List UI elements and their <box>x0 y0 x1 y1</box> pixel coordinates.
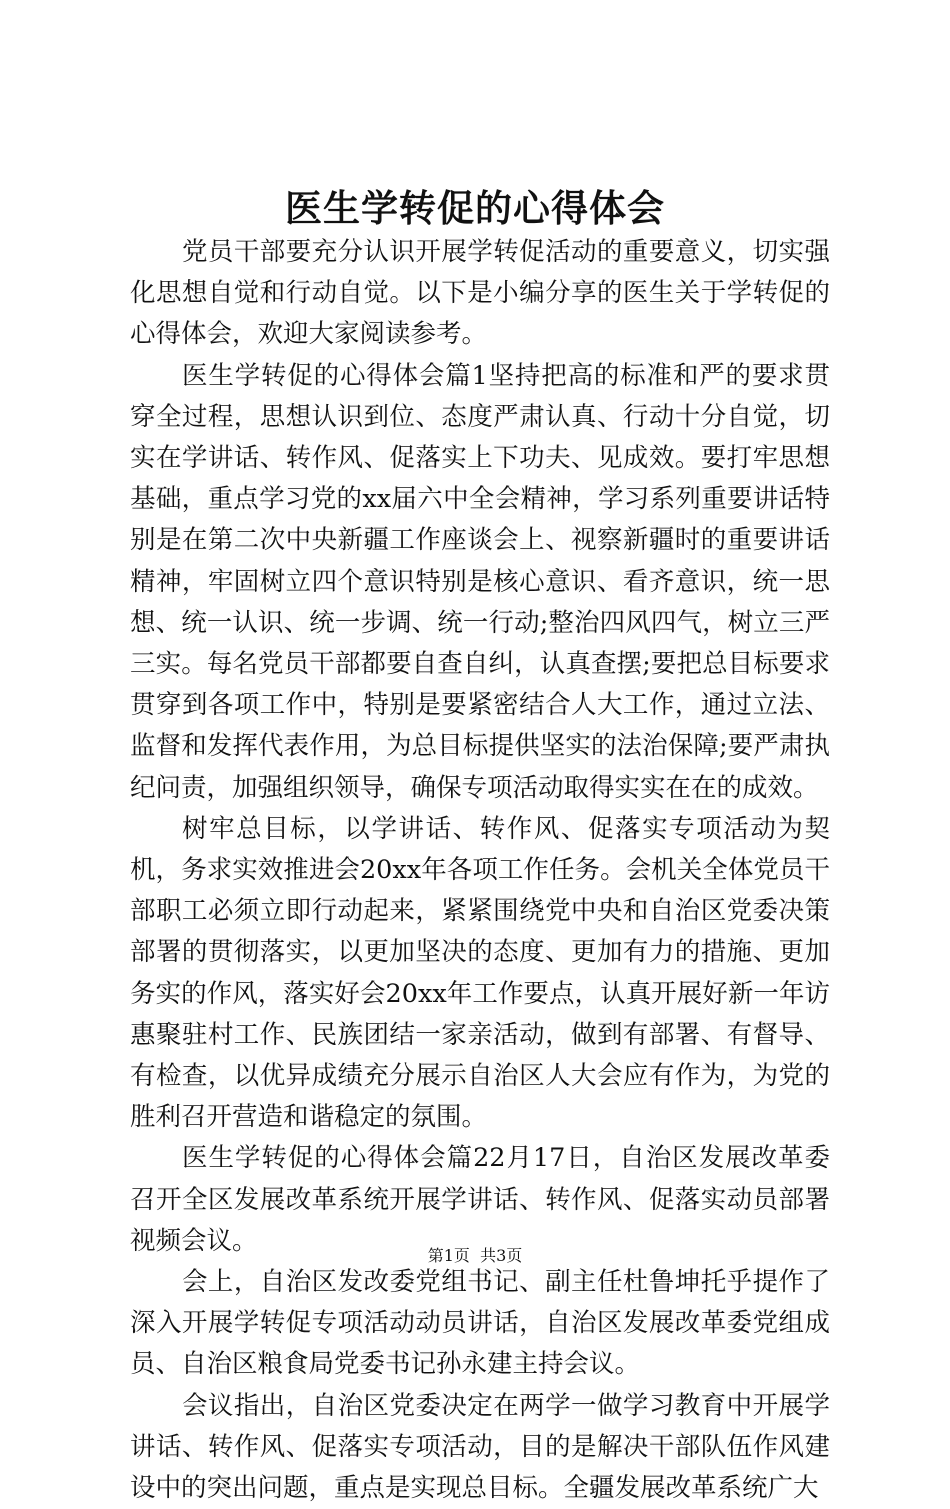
page-number: 第1页 <box>427 1246 470 1265</box>
paragraph-conclusion: 会议指出，自治区党委决定在两学一做学习教育中开展学讲话、转作风、促落实专项活动，目的是解决干部队伍作风建设中的突出问题，重点是实现总目标。全疆发展改革系统广大 <box>130 1390 830 1504</box>
page-footer <box>0 1244 950 1268</box>
page-title: 医生学转促的心得体会 <box>285 186 665 230</box>
paragraph-meeting: 会上，自治区发改委党组书记、副主任杜鲁坤托乎提作了深入开展学转促专项活动动员讲话，自治区发展改革委党组成员、自治区粮食局党委书记孙永建主持会议。 <box>130 1267 830 1380</box>
document-body <box>130 232 830 1509</box>
paragraph-intro: 党员干部要充分认识开展学转促活动的重要意义，切实强化思想自觉和行动自觉。以下是小编分享的医生关于学转促的心得体会，欢迎大家阅读参考。 <box>130 237 830 350</box>
paragraph-article-2: 医生学转促的心得体会篇22月17日，自治区发展改革委召开全区发展改革系统开展学讲话、转作风、促落实动员部署视频会议。 <box>130 1143 830 1256</box>
page-total: 共3页 <box>480 1246 523 1265</box>
paragraph-goal: 树牢总目标，以学讲话、转作风、促落实专项活动为契机，务求实效推进会20xx年各项工作任务。会机关全体党员干部职工必须立即行动起来，紧紧围绕党中央和自治区党委决策部署的贯彻落实，以更加坚决的态度、更加有力的措施、更加务实的作风，落实好会20xx年工作要点，认真开展好新一年访惠聚驻村工作、民族团结一家亲活动，做到有部署、有督导、有检查，以优异成绩充分展示自治区人大会应有作为，为党的胜利召开营造和谐稳定的氛围。 <box>130 813 830 1133</box>
paragraph-article-1: 医生学转促的心得体会篇1坚持把高的标准和严的要求贯穿全过程，思想认识到位、态度严肃认真、行动十分自觉，切实在学讲话、转作风、促落实上下功夫、见成效。要打牢思想基础，重点学习党的xx届六中全会精神，学习系列重要讲话特别是在第二次中央新疆工作座谈会上、视察新疆时的重要讲话精神，牢固树立四个意识特别是核心意识、看齐意识，统一思想、统一认识、统一步调、统一行动;整治四风四气，树立三严三实。每名党员干部都要自查自纠，认真查摆;要把总目标要求贯穿到各项工作中，特别是要紧密结合人大工作，通过立法、监督和发挥代表作用，为总目标提供坚实的法治保障;要严肃执纪问责，加强组织领导，确保专项活动取得实实在在的成效。 <box>130 360 830 803</box>
